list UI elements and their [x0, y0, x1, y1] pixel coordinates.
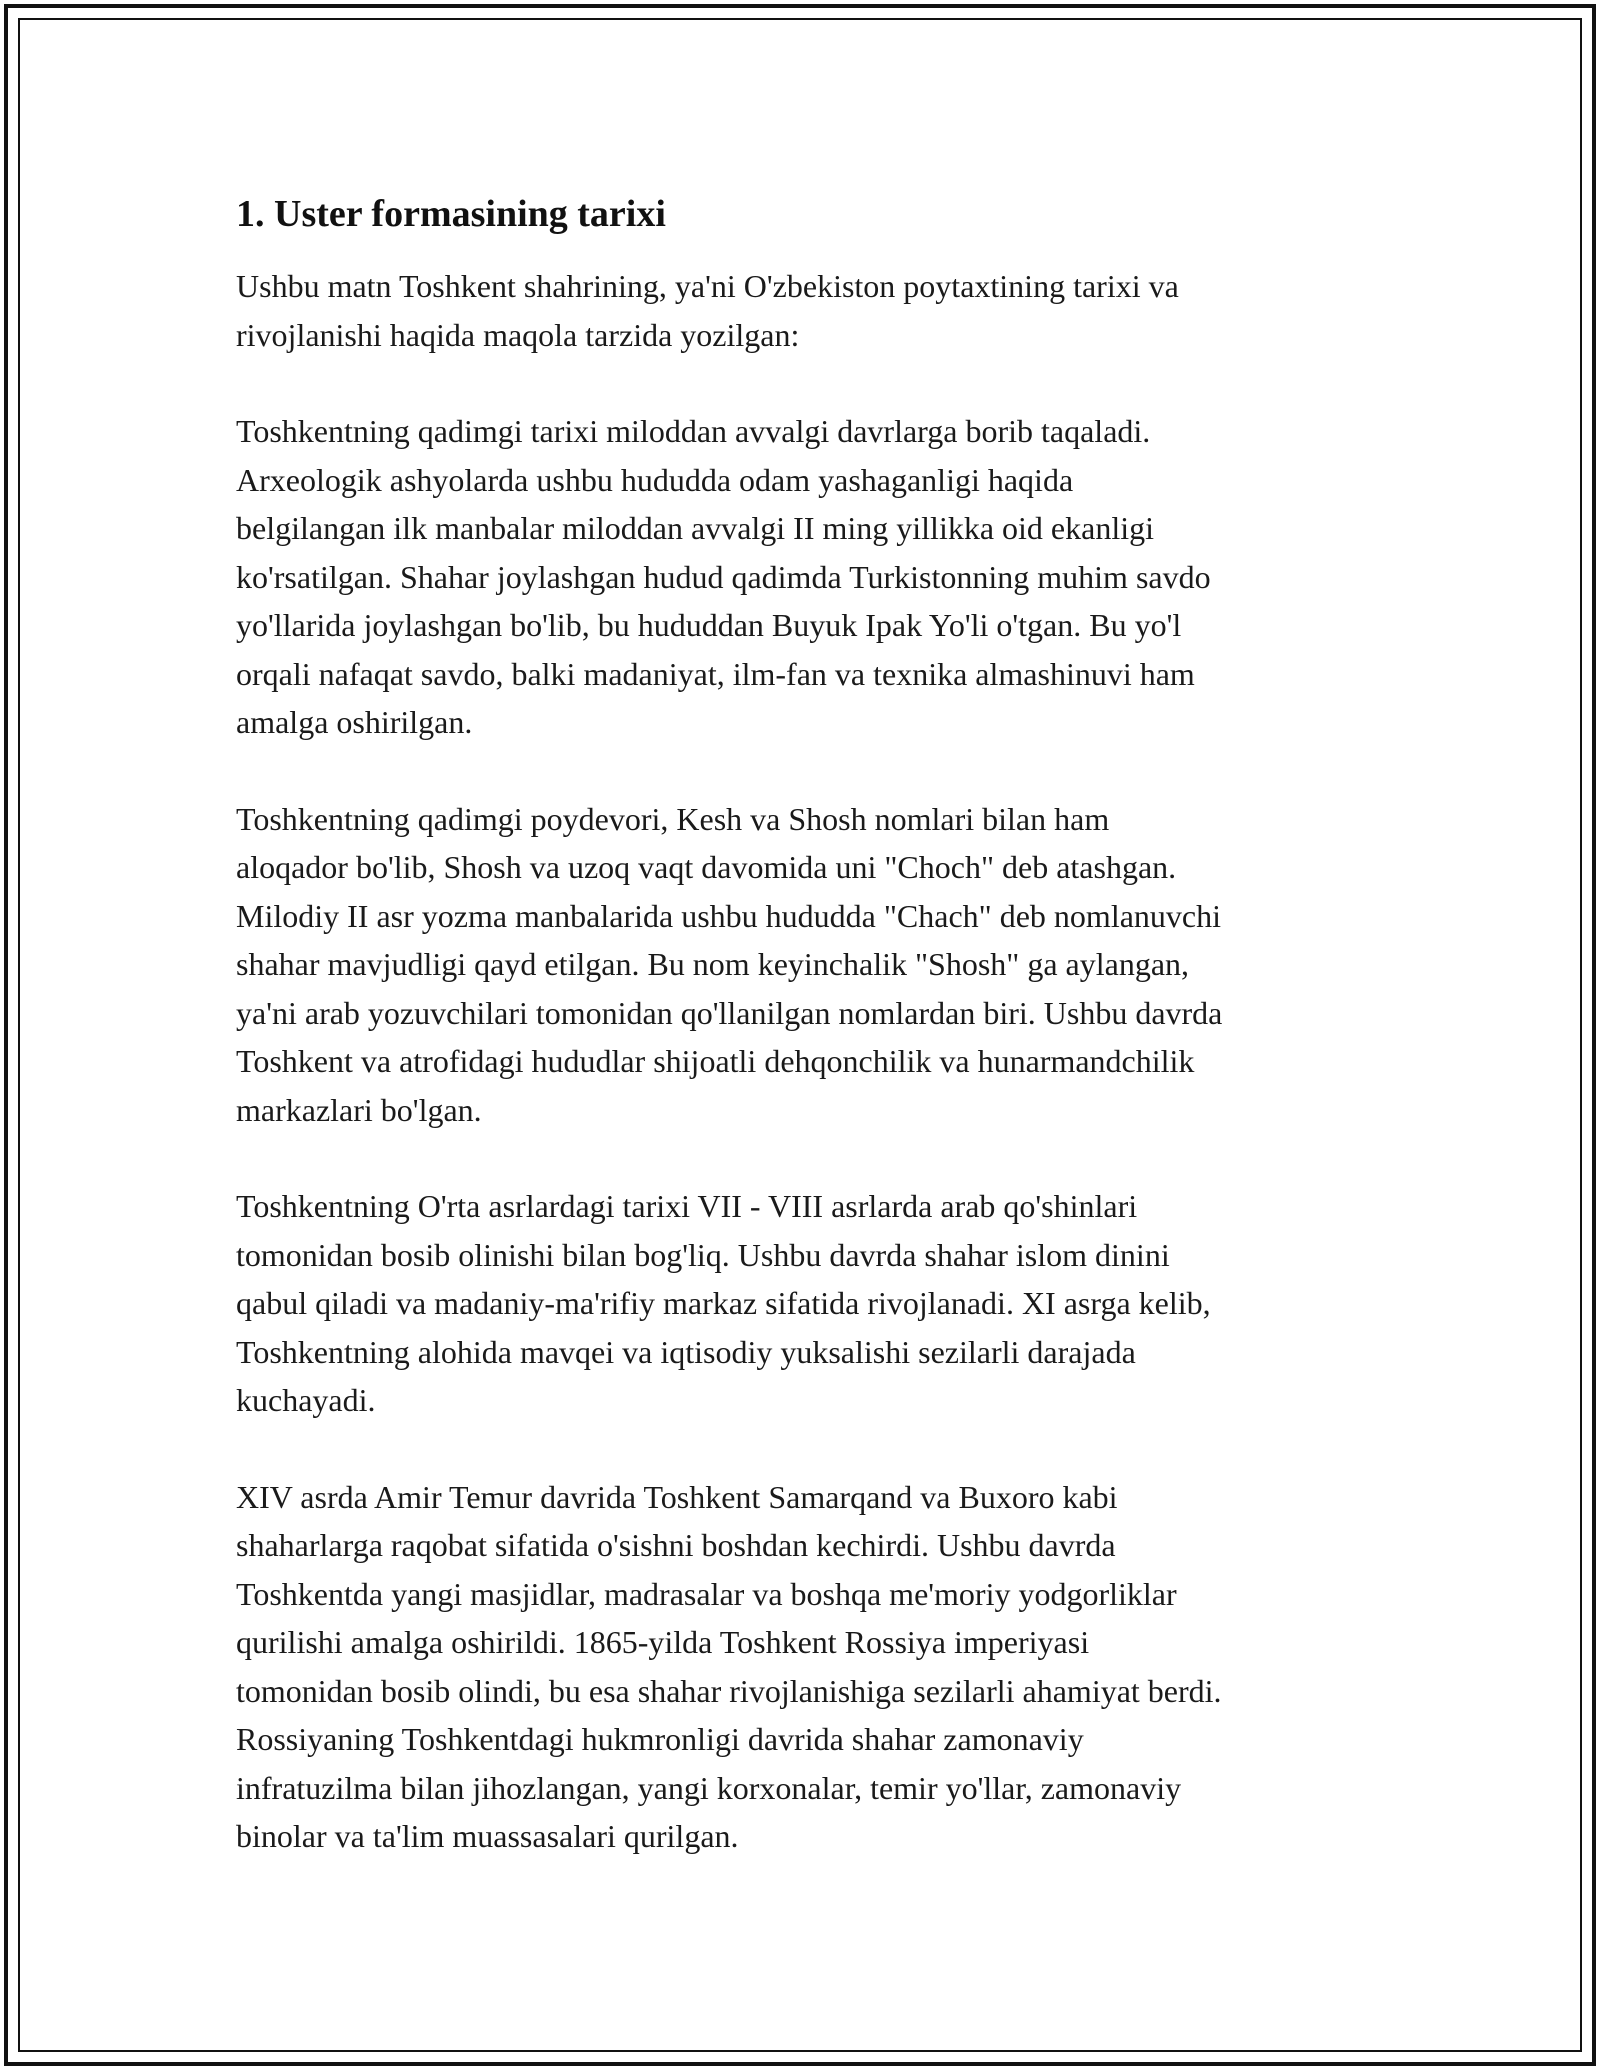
paragraph-medieval-history: Toshkentning O'rta asrlardagi tarixi VII - VIII asrlarda arab qo'shinlari tomonidan bosib olinishi bilan bog'liq. Ushbu davrda shahar islom dinini qabul qiladi va madaniy-ma'rifiy markaz sifatida rivojlanadi. XI asrga kelib, Toshkentning alohida mavqei va iqtisodiy yuksalishi sezilarli darajada kuchayadi. [236, 1188, 1211, 1418]
paragraph-intro: Ushbu matn Toshkent shahrining, ya'ni O'zbekiston poytaxtining tarixi va rivojlanishi haqida maqola tarzida yozilgan: [236, 268, 1179, 353]
paragraph-ancient-history: Toshkentning qadimgi tarixi miloddan avvalgi davrlarga borib taqaladi. Arxeologik ashyolarda ushbu hududda odam yashaganligi haqida belgilangan ilk manbalar miloddan avvalgi II ming yillikka oid ekanligi ko'rsatilgan. Shahar joylashgan hudud qadimda Turkistonning muhim savdo yo'llarida joylashgan bo'lib, bu hududdan Buyuk Ipak Yo'li o'tgan. Bu yo'l orqali nafaqat savdo, balki madaniyat, ilm-fan va texnika almashinuvi ham amalga oshirilgan. [236, 413, 1211, 740]
section-title: 1. Uster formasining tarixi [236, 193, 666, 235]
document-body [236, 186, 1396, 1909]
paragraph-chach-shosh: Toshkentning qadimgi poydevori, Kesh va Shosh nomlari bilan ham aloqador bo'lib, Shosh va uzoq vaqt davomida uni "Choch" deb atashgan. Milodiy II asr yozma manbalarida ushbu hududda "Chach" deb nomlanuvchi shahar mavjudligi qayd etilgan. Bu nom keyinchalik "Shosh" ga aylangan, ya'ni arab yozuvchilari tomonidan qo'llanilgan nomlardan biri. Ushbu davrda Toshkent va atrofidagi hududlar shijoatli dehqonchilik va hunarmandchilik markazlari bo'lgan. [236, 800, 1223, 1128]
paragraph-temur-russian-era: XIV asrda Amir Temur davrida Toshkent Samarqand va Buxoro kabi shaharlarga raqobat sifatida o'sishni boshdan kechirdi. Ushbu davrda Toshkentda yangi masjidlar, madrasalar va boshqa me'moriy yodgorliklar qurilishi amalga oshirildi. 1865-yilda Toshkent Rossiya imperiyasi tomonidan bosib olindi, bu esa shahar rivojlanishiga sezilarli ahamiyat berdi. Rossiyaning Toshkentdagi hukmronligi davrida shahar zamonaviy infratuzilma bilan jihozlangan, yangi korxonalar, temir yo'llar, zamonaviy binolar va ta'lim muassasalari qurilgan. [236, 1478, 1222, 1854]
